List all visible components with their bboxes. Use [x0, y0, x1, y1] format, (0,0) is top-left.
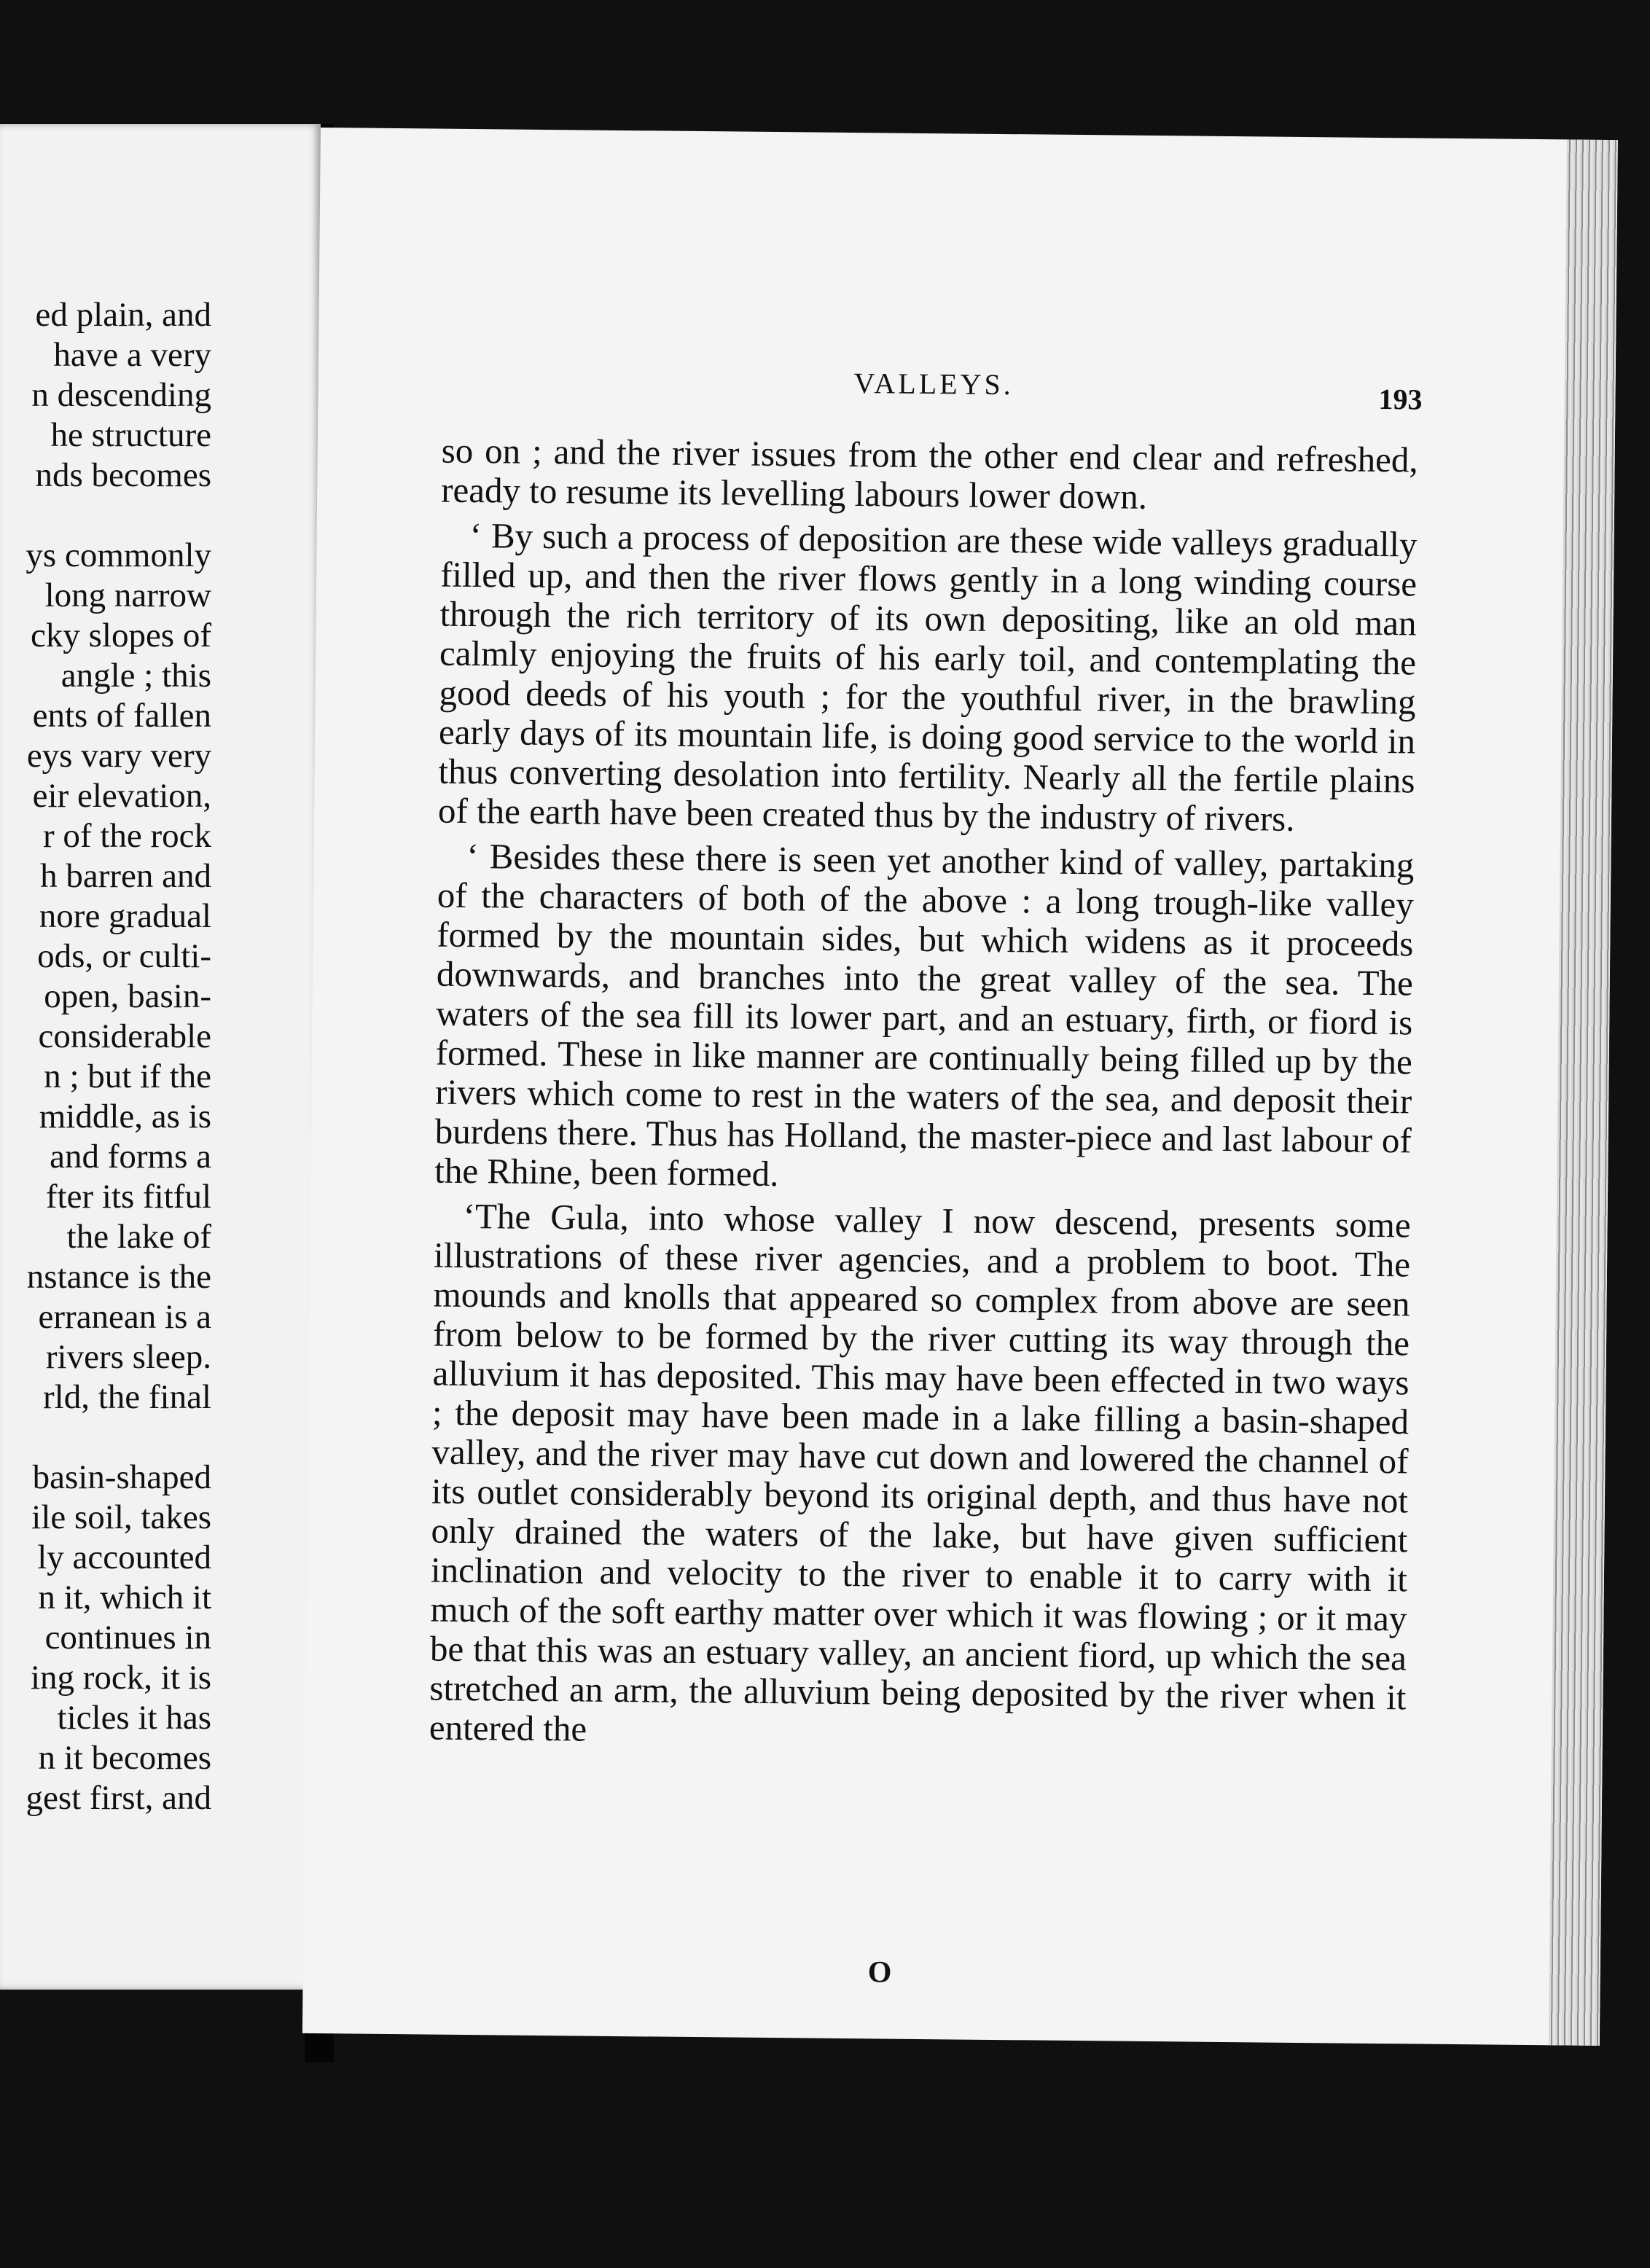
- paragraph-4: ‘The Gula, into whose valley I now descend, presents some illustrations of these river agencies, and a problem to boot. The mounds and knolls that appeared so complex from above are seen from below to be formed by the river cutting its way through the alluvium it has deposited. This may have been effected in two ways ; the deposit may have been made in a lake filling a basin-shaped valley, and the river may have cut down and lowered the channel of its outlet considerably beyond its original depth, and thus have not only drained the waters of the lake, but have given sufficient inclination and velocity to the river to enable it to carry with it much of the soft earthy matter over which it was flowing ; or it may be that this was an estuary valley, an ancient fiord, up which the sea stretched an arm, the alluvium being deposited by the river when it entered the: [429, 1195, 1411, 1749]
- signature-mark: O: [867, 1955, 892, 1990]
- left-page-line: middle, as is: [39, 1098, 211, 1135]
- left-page-line: basin-shaped: [32, 1458, 211, 1496]
- paragraph-2: ‘ By such a process of deposition are these wide valleys gradually filled up, and then the river flows gently in a long winding course through the rich territory of its own depositing, like an old man calmly enjoying the fruits of his early toil, and contemplating the good deeds of his youth ; for the youthful river, in the brawling early days of its mountain life, is doing good service to the world in thus converting desolation into fertility. Nearly all the fertile plains of the earth have been created thus by the industry of rivers.: [437, 515, 1418, 839]
- left-page-line: and forms a: [50, 1138, 211, 1176]
- left-page-line: h barren and: [40, 857, 211, 895]
- page-number: 193: [1378, 382, 1423, 416]
- left-page-line: r of the rock: [43, 817, 211, 855]
- left-page-line: eir elevation,: [32, 777, 211, 815]
- left-page-line: have a very: [53, 336, 211, 374]
- left-page-line: ly accounted: [37, 1538, 211, 1576]
- left-page-line: n it, which it: [38, 1579, 211, 1616]
- left-page: [0, 124, 321, 1990]
- left-page-line: ed plain, and: [35, 296, 211, 334]
- left-page-line: fter its fitful: [45, 1178, 211, 1216]
- right-page: [302, 128, 1618, 2046]
- left-page-line: nore gradual: [39, 897, 211, 935]
- left-page-line: n descending: [31, 376, 211, 414]
- left-page-line: gest first, and: [26, 1779, 211, 1817]
- left-page-line: rivers sleep.: [45, 1338, 211, 1376]
- left-page-line: ing rock, it is: [30, 1659, 211, 1697]
- left-page-line: ys commonly: [26, 536, 211, 574]
- left-page-line: the lake of: [66, 1218, 211, 1256]
- left-page-line: n ; but if the: [44, 1057, 211, 1095]
- left-page-line: angle ; this: [60, 657, 211, 695]
- left-page-line: cky slopes of: [30, 617, 211, 654]
- left-page-line: ile soil, takes: [31, 1498, 211, 1536]
- page-edge-texture: [1549, 139, 1618, 2046]
- left-page-line: continues in: [44, 1619, 211, 1657]
- left-page-line: eys vary very: [26, 737, 211, 775]
- left-page-line: rld, the final: [42, 1378, 211, 1416]
- left-page-line: erranean is a: [38, 1298, 211, 1336]
- left-page-line: considerable: [38, 1017, 211, 1055]
- left-page-line: nds becomes: [35, 456, 211, 494]
- left-page-line: ods, or culti-: [37, 937, 211, 975]
- running-head: VALLEYS.: [853, 367, 1014, 402]
- body-text: [429, 431, 1418, 1763]
- paragraph-1: so on ; and the river issues from the other end clear and refreshed, ready to resume its levelling labours lower down.: [440, 430, 1418, 517]
- left-page-line: n it becomes: [38, 1739, 211, 1777]
- left-page-line: he structure: [50, 416, 211, 454]
- left-page-line: open, basin-: [44, 977, 211, 1015]
- left-page-line: long narrow: [44, 576, 211, 614]
- paragraph-3: ‘ Besides these there is seen yet another kind of valley, partaking of the characters of both of the above : a long trough-like valley formed by the mountain sides, but which widens as it proceeds downwards, and branches into the great valley of the sea. The waters of the sea fill its lower part, and an estuary, firth, or fiord is formed. These in like manner are continually being filled up by the rivers which come to rest in the waters of the sea, and deposit their burdens there. Thus has Holland, the master-piece and last labour of the Rhine, been formed.: [434, 835, 1415, 1194]
- left-page-line: ticles it has: [57, 1699, 211, 1737]
- left-page-line: ents of fallen: [32, 697, 211, 735]
- left-page-line: nstance is the: [26, 1258, 211, 1296]
